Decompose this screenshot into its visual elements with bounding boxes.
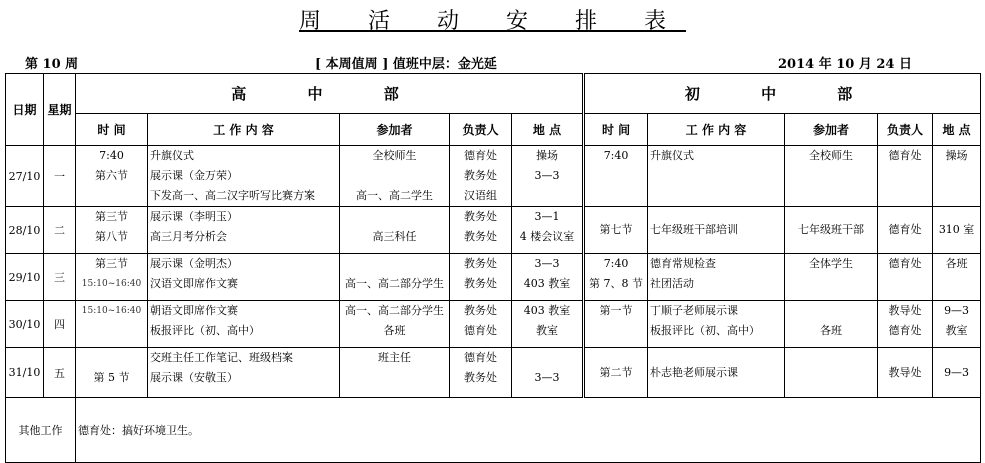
table-row [6, 254, 981, 301]
high-time-cell [76, 254, 148, 301]
high-work-cell-line: 升旗仪式 [150, 149, 194, 162]
high-owner-cell-line: 教务处 [464, 277, 497, 290]
row-date: 27/10 [6, 146, 44, 207]
high-work-cell-line: 汉语文即席作文赛 [150, 277, 238, 290]
junior-participants-cell-line: 各班 [820, 324, 843, 337]
junior-time-cell-line: 7:40 [603, 257, 629, 270]
high-time-cell [76, 146, 148, 207]
junior-place-cell-line: 操场 [945, 149, 968, 162]
high-owner-cell [450, 348, 512, 398]
junior-place-cell [933, 301, 981, 348]
header-date: 日期 [6, 74, 44, 146]
junior-time-cell-line: 第二节 [599, 365, 633, 379]
high-participants-cell-line [342, 207, 447, 227]
junior-participants-cell-line [787, 363, 875, 383]
high-owner-cell-line: 教务处 [464, 371, 497, 384]
schedule-table [5, 73, 981, 463]
high-owner-cell-line: 教务处 [464, 257, 497, 270]
week-label: 第 10 周 [25, 57, 79, 72]
junior-owner-cell-line [880, 274, 930, 294]
high-participants-cell-line: 高三科任 [372, 230, 417, 243]
high-work-cell-line: 板报评比（初、高中） [150, 324, 260, 337]
high-participants-cell [340, 207, 450, 254]
high-place-cell-line: 教室 [536, 324, 559, 337]
junior-place-cell-line: 310 室 [938, 223, 975, 236]
header-high-school: 高 中 部 [76, 74, 584, 114]
date-label: 2014 年 10 月 24 日 [778, 57, 912, 72]
row-date: 31/10 [6, 348, 44, 398]
high-place-cell-line: 4 楼会议室 [519, 230, 575, 243]
junior-participants-cell [785, 301, 878, 348]
other-work-label: 其他工作 [6, 398, 76, 463]
junior-work-cell-line: 七年级班干部培训 [650, 223, 739, 236]
table-row [6, 207, 981, 254]
high-place-cell [512, 254, 584, 301]
junior-time-cell [584, 207, 648, 254]
high-participants-cell [340, 301, 450, 348]
junior-participants-cell-line: 全校师生 [809, 149, 854, 162]
junior-work-cell [648, 254, 785, 301]
junior-work-cell [648, 348, 785, 398]
junior-work-cell-line: 升旗仪式 [650, 149, 695, 162]
header-junior-time: 时 间 [584, 114, 648, 146]
junior-owner-cell-line: 教导处 [888, 304, 922, 317]
high-time-cell-line [78, 186, 145, 206]
high-work-cell-line: 朝语文即席作文赛 [150, 304, 238, 317]
junior-participants-cell [785, 348, 878, 398]
high-owner-cell-line: 德育处 [464, 324, 497, 337]
high-owner-cell-line: 汉语组 [464, 189, 497, 202]
junior-owner-cell-line: 德育处 [888, 223, 922, 236]
junior-owner-cell-line: 德育处 [888, 324, 922, 337]
other-work-text: 德育处：搞好环境卫生。 [76, 398, 981, 463]
high-time-cell-line [78, 348, 145, 368]
high-time-cell [76, 301, 148, 348]
junior-time-cell [584, 301, 648, 348]
duty-label: [ 本周值周 ] 值班中层：金光延 [315, 57, 497, 72]
high-place-cell-line: 3—3 [534, 169, 560, 182]
junior-owner-cell-line: 德育处 [888, 257, 922, 270]
header-junior-work: 工 作 内 容 [648, 114, 785, 146]
junior-work-cell-line: 朴志艳老师展示课 [650, 365, 739, 379]
junior-place-cell-line: 9—3 [944, 304, 970, 317]
junior-place-cell-line: 9—3 [944, 365, 970, 379]
junior-time-cell-line: 第一节 [599, 304, 633, 317]
high-work-cell-line: 展示课（金万荣） [150, 169, 238, 182]
high-time-cell-line: 15:10~16:40 [81, 306, 142, 316]
row-date: 28/10 [6, 207, 44, 254]
high-work-cell [148, 301, 340, 348]
high-work-cell-line: 展示课（金明杰） [150, 257, 238, 270]
high-work-cell-line: 交班主任工作笔记、班级档案 [150, 351, 293, 364]
junior-place-cell [933, 254, 981, 301]
high-participants-cell-line [342, 368, 447, 388]
high-participants-cell-line: 全校师生 [372, 149, 417, 162]
header-high-place: 地 点 [512, 114, 584, 146]
header-high-owner: 负责人 [450, 114, 512, 146]
high-owner-cell [450, 207, 512, 254]
high-participants-cell-line: 高一、高二部分学生 [345, 304, 444, 317]
high-place-cell-line [514, 186, 580, 206]
high-place-cell [512, 146, 584, 207]
high-place-cell-line: 3—3 [534, 257, 560, 270]
junior-time-cell-line: 第七节 [599, 223, 633, 236]
high-work-cell [148, 254, 340, 301]
high-place-cell-line: 操场 [536, 149, 559, 162]
junior-time-cell-line: 第 7、8 节 [589, 277, 644, 290]
junior-owner-cell-line: 教导处 [888, 365, 922, 379]
high-time-cell-line: 第三节 [95, 210, 128, 223]
high-work-cell [148, 348, 340, 398]
junior-work-cell-line: 丁顺子老师展示课 [650, 304, 739, 317]
high-place-cell [512, 207, 584, 254]
junior-owner-cell [878, 207, 933, 254]
row-weekday: 四 [44, 301, 76, 348]
high-place-cell [512, 348, 584, 398]
junior-participants-cell [785, 254, 878, 301]
junior-time-cell-line: 7:40 [603, 149, 629, 162]
high-place-cell-line: 3—1 [534, 210, 560, 223]
high-time-cell [76, 207, 148, 254]
high-place-cell-line [514, 348, 580, 368]
high-owner-cell-line: 教务处 [464, 210, 497, 223]
junior-participants-cell-line [787, 274, 875, 294]
table-row [6, 348, 981, 398]
high-owner-cell [450, 146, 512, 207]
header-junior-place: 地 点 [933, 114, 981, 146]
high-place-cell [512, 301, 584, 348]
junior-place-cell-line: 教室 [945, 324, 968, 337]
junior-participants-cell-line: 全体学生 [809, 257, 854, 270]
high-participants-cell [340, 254, 450, 301]
high-participants-cell-line [342, 254, 447, 274]
high-time-cell-line: 第 5 节 [93, 371, 130, 384]
row-weekday: 五 [44, 348, 76, 398]
junior-owner-cell [878, 146, 933, 207]
high-participants-cell-line: 高一、高二学生 [356, 189, 433, 202]
row-date: 29/10 [6, 254, 44, 301]
high-time-cell-line: 15:10~16:40 [81, 279, 142, 289]
high-participants-cell-line: 高一、高二部分学生 [345, 277, 444, 290]
high-owner-cell [450, 254, 512, 301]
junior-place-cell [933, 348, 981, 398]
header-high-time: 时 间 [76, 114, 148, 146]
header-high-participants: 参加者 [340, 114, 450, 146]
junior-owner-cell [878, 301, 933, 348]
junior-place-cell [933, 207, 981, 254]
junior-owner-cell [878, 254, 933, 301]
junior-time-cell [584, 254, 648, 301]
junior-place-cell [933, 146, 981, 207]
page-title: 周 活 动 安 排 表 [299, 9, 686, 34]
junior-time-cell [584, 146, 648, 207]
high-participants-cell-line: 各班 [383, 324, 406, 337]
junior-owner-cell [878, 348, 933, 398]
high-place-cell-line: 403 教室 [523, 277, 571, 290]
high-participants-cell [340, 146, 450, 207]
high-work-cell [148, 207, 340, 254]
junior-work-cell [648, 207, 785, 254]
junior-work-cell [648, 146, 785, 207]
high-work-cell [148, 146, 340, 207]
table-row [6, 146, 981, 207]
high-time-cell-line: 第三节 [95, 257, 128, 270]
high-participants-cell-line [342, 166, 447, 186]
high-time-cell-line: 第六节 [95, 169, 128, 182]
high-work-cell-line: 展示课（安敬玉） [150, 371, 238, 384]
high-time-cell-line: 第八节 [95, 230, 128, 243]
junior-participants-cell-line: 七年级班干部 [798, 223, 865, 236]
high-owner-cell [450, 301, 512, 348]
junior-work-cell-line: 社团活动 [650, 277, 695, 290]
high-work-cell-line: 展示课（李明玉） [150, 210, 238, 223]
row-date: 30/10 [6, 301, 44, 348]
high-time-cell-line [78, 321, 145, 341]
junior-participants-cell-line [787, 301, 875, 321]
high-owner-cell-line: 教务处 [464, 304, 497, 317]
high-owner-cell-line: 德育处 [464, 149, 497, 162]
high-owner-cell-line: 德育处 [464, 351, 497, 364]
row-weekday: 三 [44, 254, 76, 301]
header-junior-owner: 负责人 [878, 114, 933, 146]
high-participants-cell [340, 348, 450, 398]
junior-time-cell [584, 348, 648, 398]
high-owner-cell-line: 教务处 [464, 230, 497, 243]
header-junior-participants: 参加者 [785, 114, 878, 146]
row-weekday: 二 [44, 207, 76, 254]
high-time-cell-line: 7:40 [99, 149, 124, 162]
high-place-cell-line: 3—3 [534, 371, 560, 384]
junior-work-cell-line: 板报评比（初、高中） [650, 324, 761, 337]
junior-participants-cell [785, 146, 878, 207]
junior-place-cell-line: 各班 [945, 257, 968, 270]
junior-participants-cell [785, 207, 878, 254]
header-junior-school: 初 中 部 [584, 74, 981, 114]
header-weekday: 星期 [44, 74, 76, 146]
high-owner-cell-line: 教务处 [464, 169, 497, 182]
junior-owner-cell-line: 德育处 [888, 149, 922, 162]
high-work-cell-line: 高三月考分析会 [150, 230, 227, 243]
row-weekday: 一 [44, 146, 76, 207]
junior-time-cell-line [587, 321, 645, 341]
high-place-cell-line: 403 教室 [523, 304, 571, 317]
junior-work-cell-line: 德育常规检查 [650, 257, 717, 270]
table-row [6, 301, 981, 348]
header-high-work: 工 作 内 容 [148, 114, 340, 146]
high-participants-cell-line: 班主任 [378, 351, 411, 364]
junior-work-cell [648, 301, 785, 348]
junior-place-cell-line [935, 274, 978, 294]
high-work-cell-line: 下发高一、高二汉字听写比赛方案 [150, 189, 315, 202]
high-time-cell [76, 348, 148, 398]
